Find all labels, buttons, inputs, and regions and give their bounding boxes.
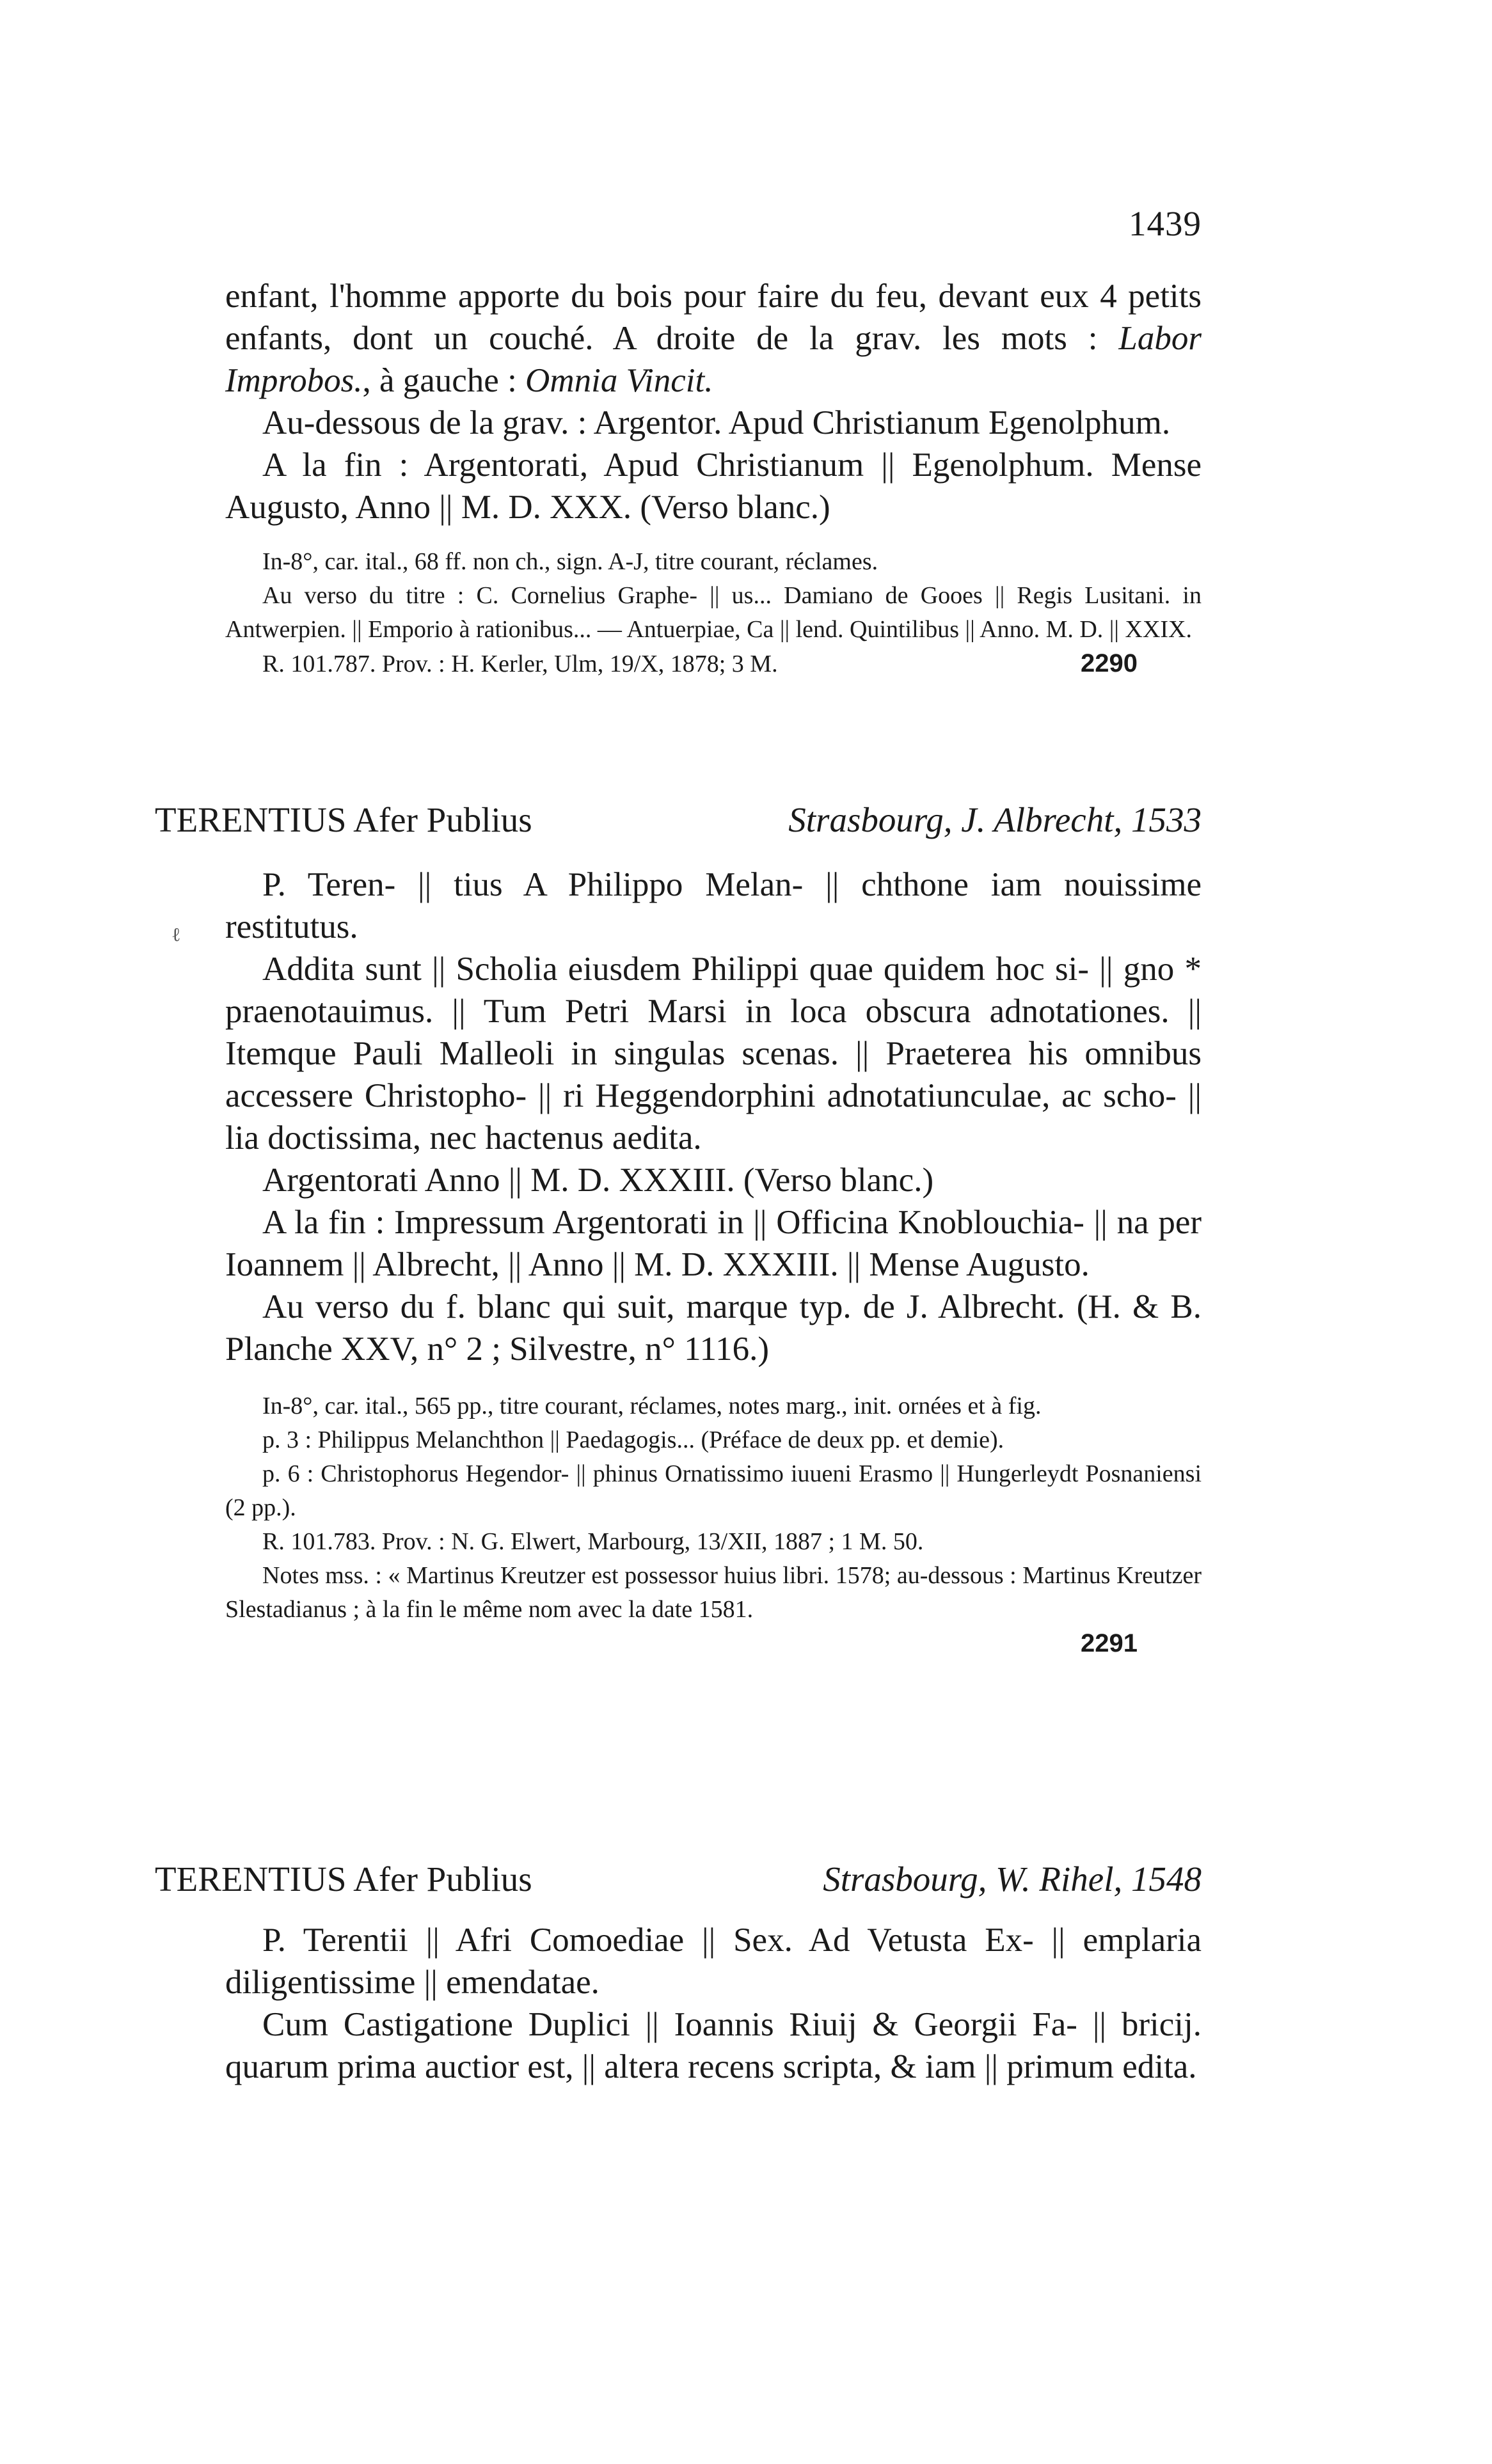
- paragraph: Au verso du f. blanc qui suit, marque typ. de J. Albrecht. (H. & B. Planche XXV, n° 2 ; Silvestre, n° 1116.): [225, 1288, 1202, 1368]
- entry-number: 2291: [1081, 1629, 1138, 1657]
- note: In-8°, car. ital., 68 ff. non ch., sign. A-J, titre courant, réclames.: [262, 548, 878, 575]
- entry-2290-continuation: [225, 275, 1202, 681]
- note-last: R. 101.787. Prov. : H. Kerler, Ulm, 19/X, 1878; 3 M. 2290: [225, 647, 1202, 681]
- paragraph: enfant, l'homme apporte du bois pour faire du feu, devant eux 4 petits enfants, dont un couché. A droite de la grav. les mots : Labor Improbos., à gauche : Omnia Vincit.: [225, 278, 1202, 399]
- paragraph: A la fin : Impressum Argentorati in || Officina Knoblouchia- || na per Ioannem || Albrecht, || Anno || M. D. XXXIII. || Mense Augusto.: [225, 1204, 1202, 1283]
- note: p. 3 : Philippus Melanchthon || Paedagogis... (Préface de deux pp. et demie).: [262, 1426, 1004, 1453]
- entry-2292-heading: [155, 1859, 1202, 1899]
- motto-labor: Labor Improbos.: [225, 320, 1202, 399]
- entry-2291-heading: [155, 800, 1202, 840]
- paragraph: Cum Castigatione Duplici || Ioannis Riuij & Georgii Fa- || bricij. quarum prima auctior est, || altera recens scripta, & iam || primum edita.: [225, 2006, 1202, 2085]
- entry-2292-description: [225, 1919, 1202, 2088]
- paragraph: Addita sunt || Scholia eiusdem Philippi quae quidem hoc si- || gno * praenotauimus. || Tum Petri Marsi in loca obscura adnotationes. || Itemque Pauli Malleoli in singulas scenas. || Praeterea his omnibus accessere Christopho- || ri Heggendorphini adnotatiunculae, ac scho- || lia doctissima, nec hactenus aedita.: [225, 951, 1202, 1157]
- entry-2292-body: [225, 1919, 1202, 2088]
- entry-number: 2290: [1081, 649, 1138, 677]
- heading-author: TERENTIUS Afer Publius: [155, 1860, 532, 1899]
- paragraph: Au-dessous de la grav. : Argentor. Apud Christianum Egenolphum.: [262, 404, 1171, 441]
- entry-2291-body: [225, 864, 1202, 1661]
- heading-author: TERENTIUS Afer Publius: [155, 800, 532, 839]
- paragraph: A la fin : Argentorati, Apud Christianum || Egenolphum. Mense Augusto, Anno || M. D. XXX. (Verso blanc.): [225, 446, 1202, 526]
- entry-2291-description: [225, 864, 1202, 1370]
- entry-2290-description: [225, 275, 1202, 528]
- entry-2290-notes: [225, 545, 1202, 681]
- paragraph: Argentorati Anno || M. D. XXXIII. (Verso blanc.): [262, 1162, 934, 1199]
- paragraph: P. Teren- || tius A Philippo Melan- || chthone iam nouissime restitutus.: [225, 866, 1202, 945]
- motto-omnia: Omnia Vincit.: [525, 362, 713, 399]
- heading-place: Strasbourg, J. Albrecht, 1533: [788, 800, 1202, 839]
- note: Notes mss. : « Martinus Kreutzer est possessor huius libri. 1578; au-dessous : Martinus Kreutzer Slestadianus ; à la fin le même nom avec la date 1581.: [225, 1562, 1202, 1623]
- note: Au verso du titre : C. Cornelius Graphe- || us... Damiano de Gooes || Regis Lusitani. in Antwerpien. || Emporio à rationibus... — Antuerpiae, Ca || lend. Quintilibus || Anno. M. D. || XXIX.: [225, 582, 1202, 643]
- heading-place: Strasbourg, W. Rihel, 1548: [823, 1860, 1202, 1899]
- margin-mark: ℓ: [171, 924, 181, 945]
- page-number: 1439: [1129, 204, 1202, 243]
- note: p. 6 : Christophorus Hegendor- || phinus Ornatissimo iuueni Erasmo || Hungerleydt Posnaniensi (2 pp.).: [225, 1460, 1202, 1521]
- entry-2291-notes: [225, 1389, 1202, 1661]
- note: R. 101.783. Prov. : N. G. Elwert, Marbourg, 13/XII, 1887 ; 1 M. 50.: [262, 1528, 924, 1555]
- paragraph: P. Terentii || Afri Comoediae || Sex. Ad Vetusta Ex- || emplaria diligentissime || emendatae.: [225, 1922, 1202, 2001]
- note: In-8°, car. ital., 565 pp., titre courant, réclames, notes marg., init. ornées et à fig.: [262, 1393, 1042, 1419]
- note-number-line: [225, 1627, 1202, 1661]
